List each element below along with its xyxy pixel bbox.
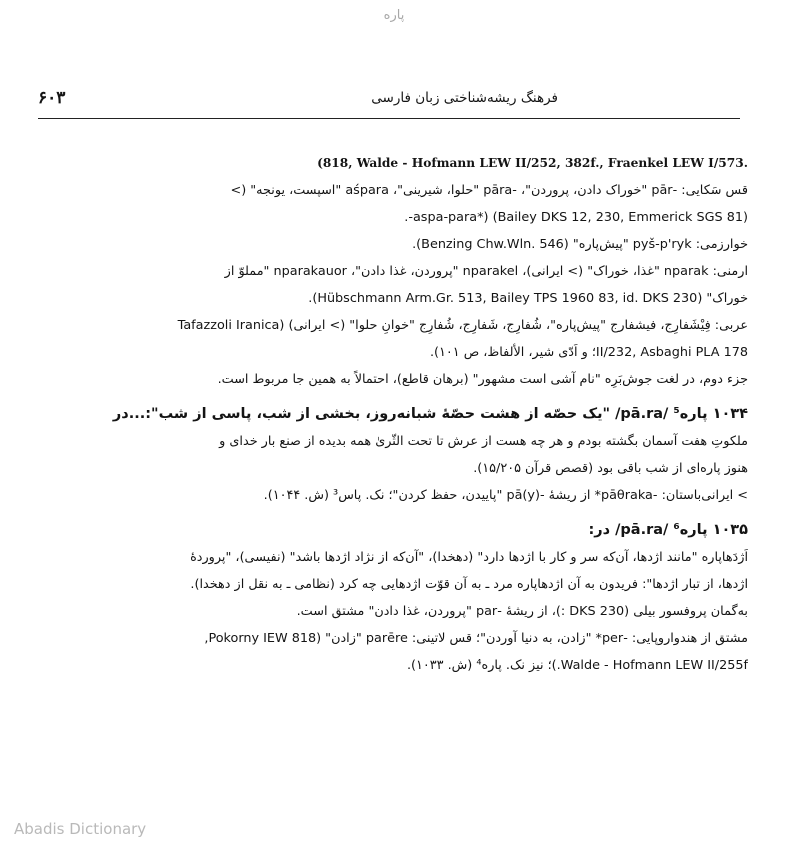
text-line: ارمنی: nparak "غذا، خوراک" (> ایرانی)، nparakel "پروردن، غذا دادن"، nparakauor "مملوّ از	[224, 264, 748, 279]
text-line: (Bailey DKS 12, 230, Emmerick SGS 81) (*aspa-para-.	[404, 210, 748, 225]
text-line: Walde - Hofmann LEW II/255f.)؛ نیز نک. پاره⁴ (ش. ۱۰۳۳).	[406, 658, 748, 673]
text-line: خوراک" (Hübschmann Arm.Gr. 513, Bailey TPS 1960 83, id. DKS 230).	[308, 291, 748, 306]
page-number: ۶۰۳	[38, 88, 66, 108]
entry-headword-1034: ۱۰۳۴ پاره⁵ /pā.ra/ "یک حصّه از هشت حصّهٔ شبانه‌روز، بخشی از شب، پاسی از شب":...در	[112, 406, 748, 422]
text-line: به‌گمان پروفسور بیلی (DKS 230 :)، از ریشهٔ -par "پروردن، غذا دادن" مشتق است.	[296, 604, 748, 619]
running-title: فرهنگ ریشه‌شناختی زبان فارسی	[371, 90, 558, 106]
text-line: 178 II/232, Asbaghi PLA؛ و اَدّی شیر، الألفاظ، ص ۱۰۱).	[429, 345, 748, 360]
text-line: قس سَکایی: -pār "خوراک دادن، پروردن"، -pāra "حلوا، شیرینی"، aśpara "اسپست، یونجه" (>	[230, 183, 748, 198]
text-line: مشتق از هندواروپایی: -per* "زادن، به دنیا آوردن"؛ قس لاتینی: parēre "زادن" (Pokorny IEW 818,	[204, 631, 748, 646]
text-line: ملکوتِ هفت آسمان بگشته بودم و هر چه هست از عرش تا تحت الثّریٰ همه بدیده از صنع بار خدای و	[219, 434, 748, 449]
dictionary-entry-body	[28, 150, 748, 679]
text-line: > ایرانی‌باستان: -pāθraka* از ریشهٔ -pā(y) "پاییدن، حفظ کردن"؛ نک. پاس³ (ش. ۱۰۴۴).	[263, 488, 748, 503]
text-line: (818, Walde - Hofmann LEW II/252, 382f., Fraenkel LEW I/573.	[317, 156, 748, 170]
page-top-label: پاره	[383, 8, 405, 23]
entry-headword-1035: ۱۰۳۵ پاره⁶ /pā.ra/ در:	[588, 522, 748, 538]
text-line: هنوز پاره‌ای از شب باقی بود (قصص قرآن ۱۵/۲۰۵).	[473, 461, 748, 476]
watermark: Abadis Dictionary	[14, 820, 147, 838]
text-line: خوارزمی: pyš-p'ryk "پیش‌پاره" (Benzing Chw.Wln. 546).	[412, 237, 748, 252]
text-line: عربی: فِیْشَفارِج، فیشفارج "پیش‌پاره"، شُفارِج، شَفارِج، شُفارِج "خوانِ حلوا" (> ایرانی) (Tafazzoli Iranica	[177, 318, 748, 333]
text-line: اژدها، از تبار اژدها": فریدون به آن اژدهاپاره مرد ـ به آن قوّت اژدهایی چه کرد (نظامی ـ به نقل از دهخدا).	[190, 577, 748, 592]
text-line: اَژدَهاپاره "مانند اژدها، آن‌که سر و کار با اژدها دارد" (دهخدا)، "آن‌که از نژاد اژدها باشد" (نفیسی)، "پروردهٔ	[190, 550, 748, 565]
header-rule	[38, 118, 740, 119]
text-line: جزء دوم، در لغت جوش‌بَرِه "نام آشی است مشهور" (برهان قاطع)، احتمالاً به همین جا مربوط است.	[217, 372, 748, 387]
